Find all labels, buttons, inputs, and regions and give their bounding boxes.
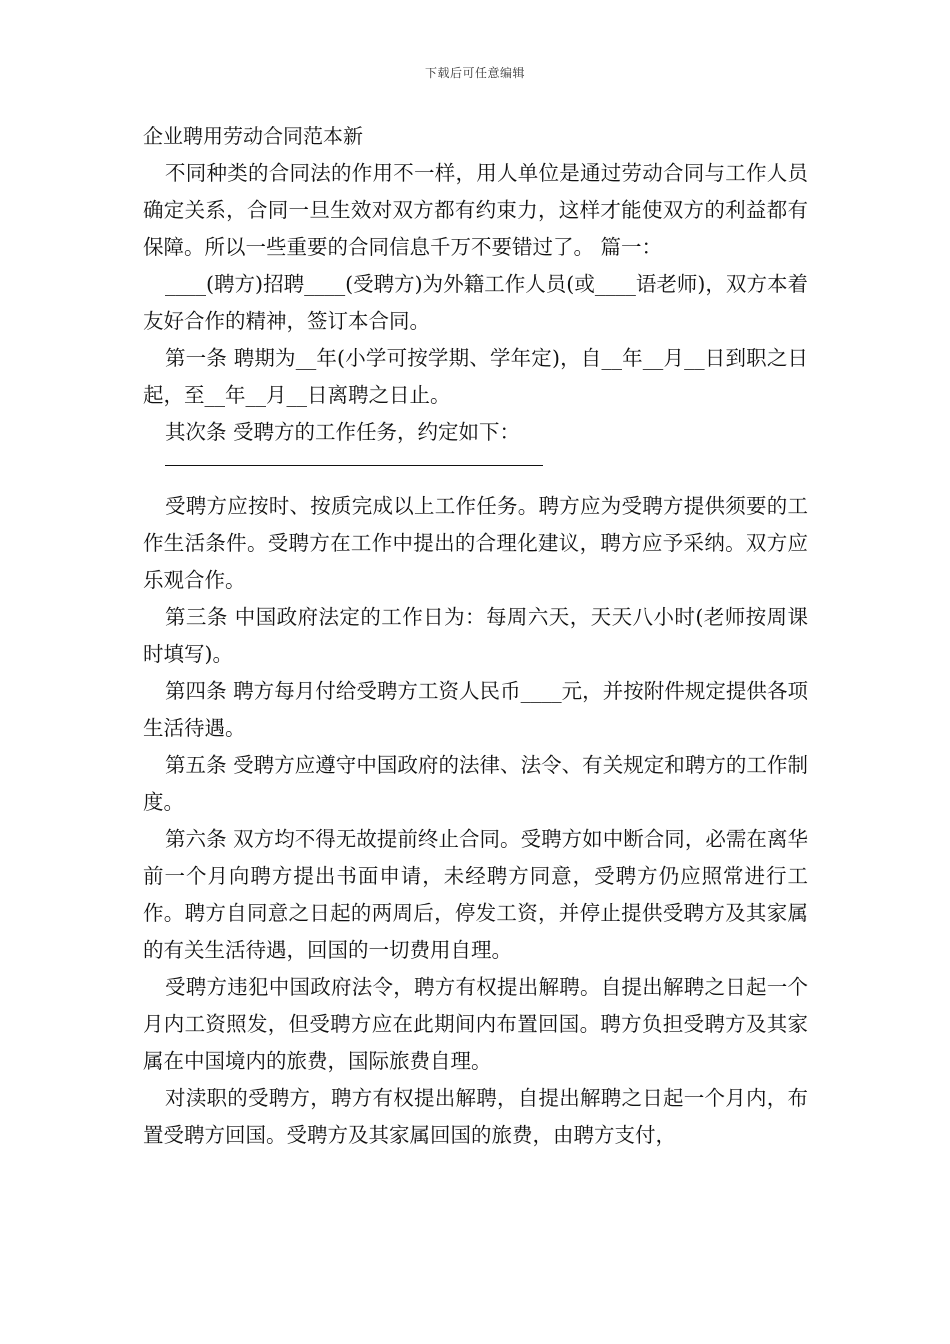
paragraph-article-3: 第三条 中国政府法定的工作日为：每周六天，天天八小时(老师按周课时填写)。 [143, 605, 808, 666]
page-header: 下载后可任意编辑 [424, 66, 525, 80]
document-title: 企业聘用劳动合同范本新 [143, 124, 363, 148]
paragraph-duties: 受聘方应按时、按质完成以上工作任务。聘方应为受聘方提供须要的工作生活条件。受聘方在工作中提出的合理化建议，聘方应予采纳。双方应乐观合作。 [143, 494, 808, 592]
paragraph-negligence: 对渎职的受聘方，聘方有权提出解聘，自提出解聘之日起一个月内，布置受聘方回国。受聘方及其家属回国的旅费，由聘方支付， [143, 1086, 808, 1147]
paragraph-article-4: 第四条 聘方每月付给受聘方工资人民币____元，并按附件规定提供各项生活待遇。 [143, 679, 808, 740]
document-body [143, 118, 808, 1154]
paragraph-intro: 不同种类的合同法的作用不一样，用人单位是通过劳动合同与工作人员确定关系，合同一旦生效对双方都有约束力，这样才能使双方的利益都有保障。所以一些重要的合同信息千万不要错过了。 篇一： [143, 161, 808, 259]
fill-in-blank-line [143, 451, 808, 488]
paragraph-article-1: 第一条 聘期为__年(小学可按学期、学年定)，自__年__月__日到职之日起，至__年__月__日离聘之日止。 [143, 346, 808, 407]
paragraph-article-5: 第五条 受聘方应遵守中国政府的法律、法令、有关规定和聘方的工作制度。 [143, 753, 808, 814]
paragraph-article-2: 其次条 受聘方的工作任务，约定如下： [165, 420, 521, 444]
paragraph-article-6: 第六条 双方均不得无故提前终止合同。受聘方如中断合同，必需在离华前一个月向聘方提出书面申请，未经聘方同意，受聘方仍应照常进行工作。聘方自同意之日起的两周后，停发工资，并停止提供受聘方及其家属的有关生活待遇，回国的一切费用自理。 [143, 827, 808, 962]
paragraph-dismissal: 受聘方违犯中国政府法令，聘方有权提出解聘。自提出解聘之日起一个月内工资照发，但受聘方应在此期间内布置回国。聘方负担受聘方及其家属在中国境内的旅费，国际旅费自理。 [143, 975, 808, 1073]
paragraph-parties: ____(聘方)招聘____(受聘方)为外籍工作人员(或____语老师)，双方本着友好合作的精神，签订本合同。 [143, 272, 808, 333]
blank-underline [165, 465, 543, 466]
